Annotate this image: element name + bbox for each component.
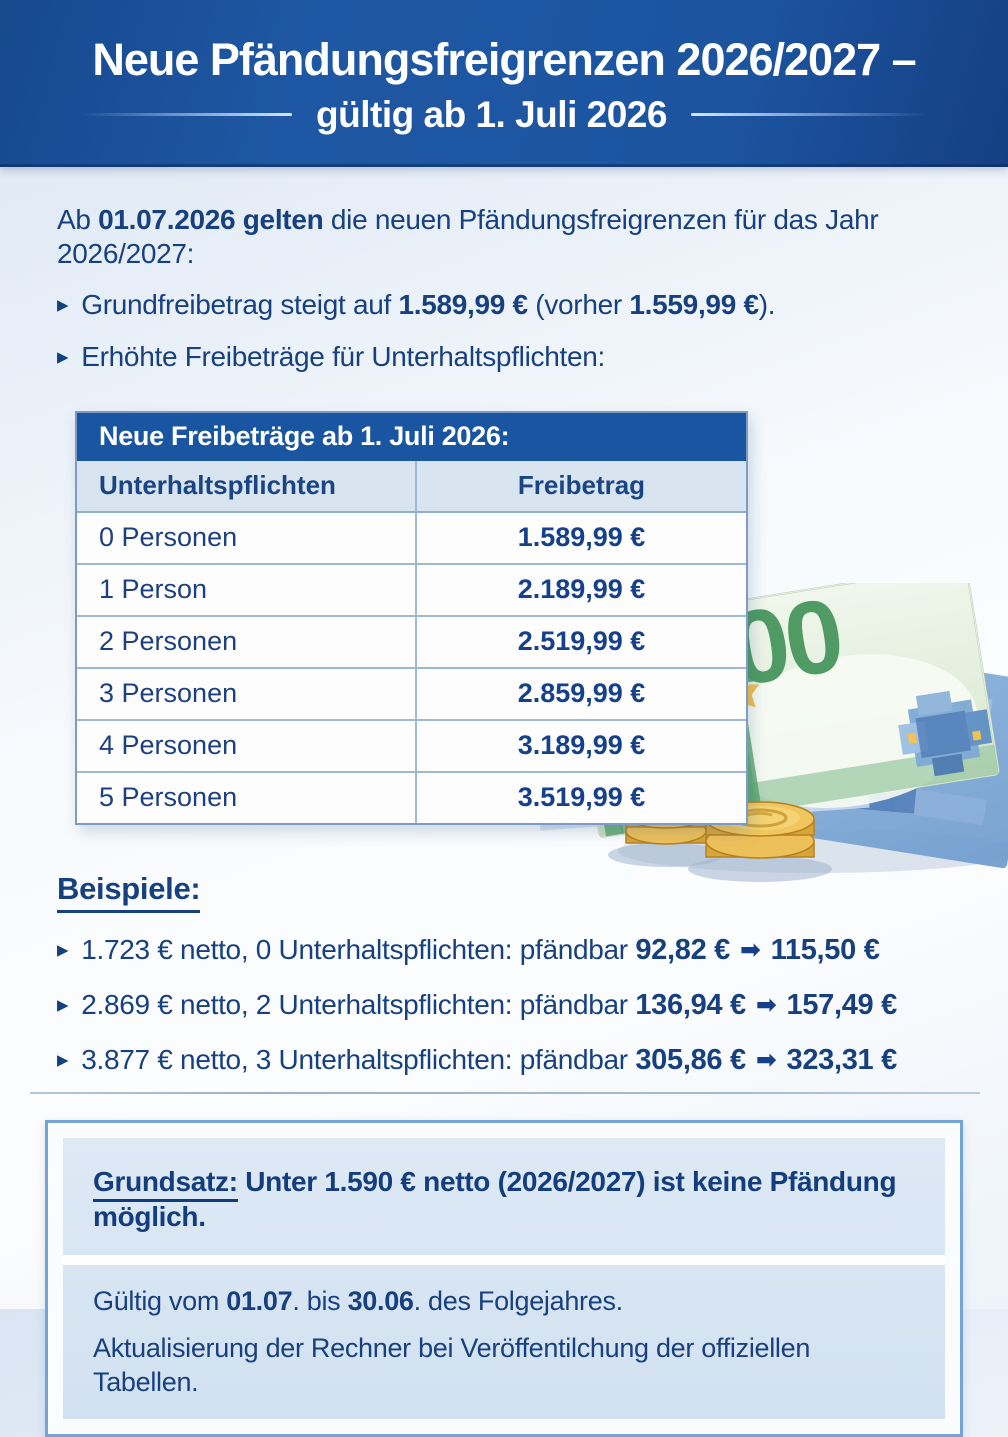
decorative-rule-right <box>691 113 926 116</box>
page-title: Neue Pfändungsfreigrenzen 2026/2027 – <box>92 33 916 85</box>
table-header-row <box>77 461 746 513</box>
table-title: Neue Freibeträge ab 1. Juli 2026: <box>77 413 746 461</box>
validity-note: Gültig vom 01.07. bis 30.06. des Folgejahres. <box>93 1286 623 1316</box>
intro-text: die neuen Pfändungsfreigrenzen für das Jahr 2026/2027: <box>57 204 879 269</box>
intro-bullet-list <box>57 288 1008 375</box>
old-amount: 136,94 € <box>635 989 746 1021</box>
table-row <box>77 721 746 773</box>
section-divider <box>30 1092 980 1094</box>
example-text: 3.877 € netto, 3 Unterhaltspflichten: pfändbar 305,86 € ➡ 323,31 € <box>81 1044 897 1076</box>
new-amount: 323,31 € <box>786 1044 897 1076</box>
table-body <box>77 513 746 823</box>
table-row <box>77 565 746 617</box>
freibetrag-table <box>75 411 748 825</box>
example-text: 2.869 € netto, 2 Unterhaltspflichten: pfändbar 136,94 € ➡ 157,49 € <box>81 989 897 1021</box>
row-value: 2.189,99 € <box>517 574 646 604</box>
arrow-right-icon: ➡ <box>740 936 761 964</box>
intro-paragraph <box>57 203 1008 271</box>
new-amount: 115,50 € <box>770 934 880 966</box>
row-value: 2.859,99 € <box>517 678 646 708</box>
column-header: Freibetrag <box>517 470 646 500</box>
column-header: Unterhaltspflichten <box>77 461 417 511</box>
bullet-triangle-icon: ▸ <box>57 936 69 962</box>
old-amount: 92,82 € <box>635 934 730 966</box>
principle-text: Unter 1.590 € netto (2026/2027) ist keine Pfändung möglich. <box>93 1166 897 1232</box>
grundsatz-box <box>45 1120 963 1437</box>
decorative-rule-left <box>82 113 292 116</box>
bullet-triangle-icon: ▸ <box>57 1046 69 1072</box>
table-row <box>77 773 746 823</box>
row-value: 1.589,99 € <box>517 522 646 552</box>
row-value: 2.519,99 € <box>517 626 646 656</box>
example-text: 1.723 € netto, 0 Unterhaltspflichten: pfändbar 92,82 € ➡ 115,50 € <box>81 934 880 966</box>
examples-section <box>57 871 1008 1078</box>
content-area <box>0 167 1008 1437</box>
arrow-right-icon: ➡ <box>755 1046 777 1074</box>
old-amount: 305,86 € <box>635 1044 746 1076</box>
bullet-triangle-icon: ▸ <box>57 343 69 369</box>
principle-statement <box>93 1164 915 1234</box>
new-amount: 157,49 € <box>786 989 897 1021</box>
bullet-text: Grundfreibetrag steigt auf 1.589,99 € (vorher 1.559,99 €). <box>81 289 776 320</box>
row-label: 3 Personen <box>77 669 417 719</box>
example-row <box>57 988 1008 1023</box>
intro-text: Ab <box>57 204 99 235</box>
examples-heading: Beispiele: <box>57 871 200 913</box>
bullet-triangle-icon: ▸ <box>57 291 69 317</box>
grundsatz-panel <box>63 1138 945 1419</box>
row-label: 4 Personen <box>77 721 417 771</box>
row-label: 2 Personen <box>77 617 417 667</box>
table-row <box>77 669 746 721</box>
example-row <box>57 1043 1008 1078</box>
table-row <box>77 617 746 669</box>
list-item <box>57 340 1008 375</box>
bullet-text: Erhöhte Freibeträge für Unterhaltspflichten: <box>81 341 605 372</box>
table-row <box>77 513 746 565</box>
principle-label: Grundsatz: <box>93 1166 238 1202</box>
row-value: 3.189,99 € <box>517 730 646 760</box>
header-banner <box>0 0 1008 167</box>
row-label: 5 Personen <box>77 773 417 823</box>
row-label: 1 Person <box>77 565 417 615</box>
arrow-right-icon: ➡ <box>755 991 777 1019</box>
page-subtitle: gültig ab 1. Juli 2026 <box>316 93 667 135</box>
subtitle-row <box>0 94 1008 136</box>
list-item <box>57 288 1008 323</box>
box-divider <box>63 1255 945 1265</box>
row-value: 3.519,99 € <box>517 782 646 812</box>
example-row <box>57 933 1008 968</box>
row-label: 0 Personen <box>77 513 417 563</box>
bullet-triangle-icon: ▸ <box>57 991 69 1017</box>
update-note: Aktualisierung der Rechner bei Veröffentilchung der offiziellen Tabellen. <box>93 1333 811 1397</box>
intro-date-bold: 01.07.2026 gelten <box>98 204 324 235</box>
